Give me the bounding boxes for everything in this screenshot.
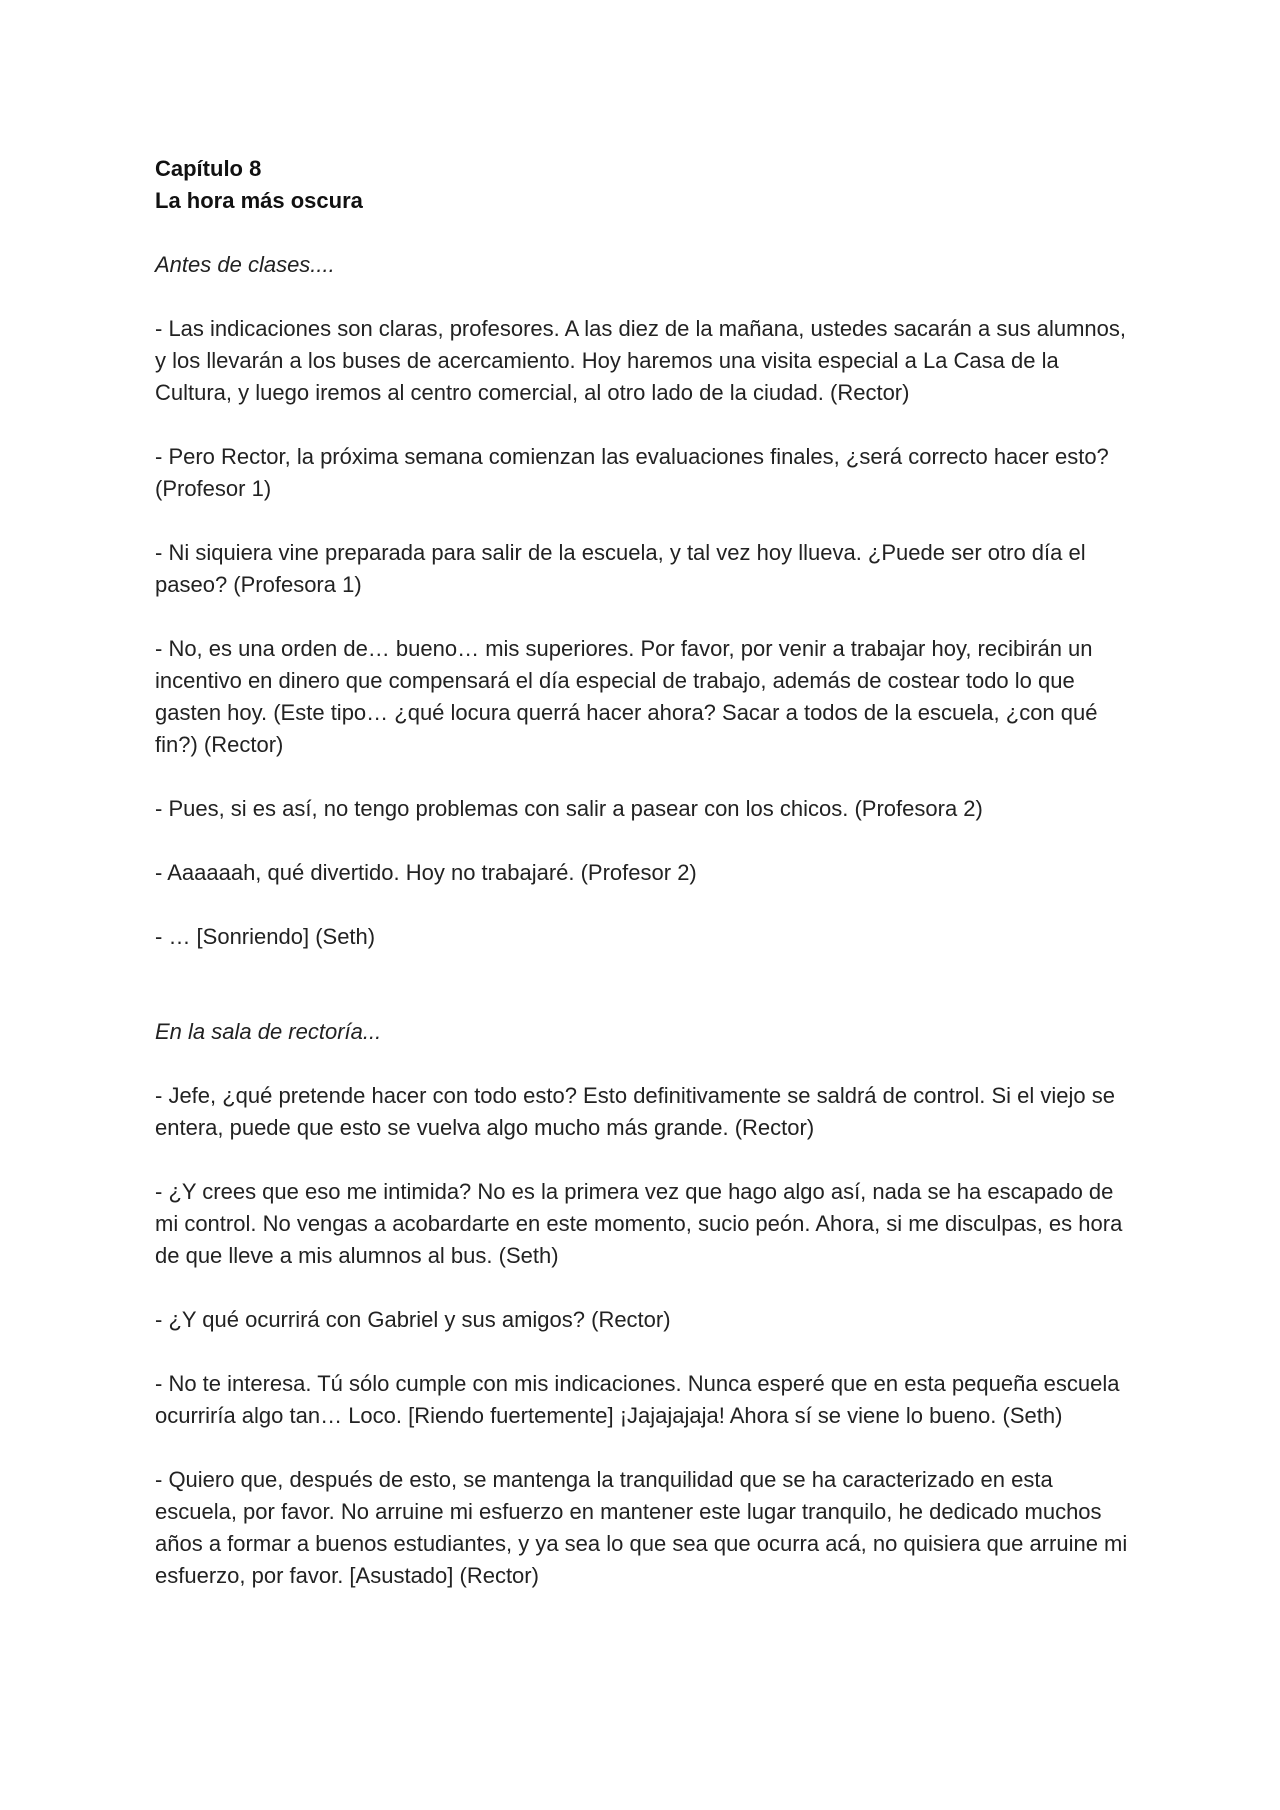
- spacer: [155, 281, 1130, 313]
- spacer: [155, 505, 1130, 537]
- spacer: [155, 1272, 1130, 1304]
- dialogue-paragraph: - Ni siquiera vine preparada para salir de la escuela, y tal vez hoy llueva. ¿Puede ser otro día el paseo? (Profesora 1): [155, 540, 1086, 597]
- spacer: [155, 1144, 1130, 1176]
- dialogue-paragraph: - Aaaaaah, qué divertido. Hoy no trabajaré. (Profesor 2): [155, 860, 697, 885]
- scene-heading: En la sala de rectoría...: [155, 1019, 382, 1044]
- spacer: [155, 953, 1130, 1016]
- scene-heading: Antes de clases....: [155, 252, 335, 277]
- spacer: [155, 1336, 1130, 1368]
- dialogue-paragraph: - ¿Y crees que eso me intimida? No es la primera vez que hago algo así, nada se ha escapado de mi control. No vengas a acobardarte en este momento, sucio peón. Ahora, si me disculpas, es hora de que lleve a mis alumnos al bus. (Seth): [155, 1179, 1123, 1268]
- dialogue-paragraph: - No, es una orden de… bueno… mis superiores. Por favor, por venir a trabajar hoy, recibirán un incentivo en dinero que compensará el día especial de trabajo, además de costear todo lo que gasten hoy. (Este tipo… ¿qué locura querrá hacer ahora? Sacar a todos de la escuela, ¿con qué fin?) (Rector): [155, 636, 1098, 757]
- spacer: [155, 601, 1130, 633]
- spacer: [155, 825, 1130, 857]
- spacer: [155, 889, 1130, 921]
- dialogue-paragraph: - Pues, si es así, no tengo problemas con salir a pasear con los chicos. (Profesora 2): [155, 796, 983, 821]
- dialogue-paragraph: - No te interesa. Tú sólo cumple con mis indicaciones. Nunca esperé que en esta pequeña escuela ocurriría algo tan… Loco. [Riendo fuertemente] ¡Jajajajaja! Ahora sí se viene lo bueno. (Seth): [155, 1371, 1120, 1428]
- dialogue-paragraph: - Pero Rector, la próxima semana comienzan las evaluaciones finales, ¿será correcto hacer esto? (Profesor 1): [155, 444, 1109, 501]
- spacer: [155, 217, 1130, 249]
- dialogue-paragraph: - Las indicaciones son claras, profesores. A las diez de la mañana, ustedes sacarán a sus alumnos, y los llevarán a los buses de acercamiento. Hoy haremos una visita especial a La Casa de la Cultura, y luego iremos al centro comercial, al otro lado de la ciudad. (Rector): [155, 316, 1126, 405]
- spacer: [155, 761, 1130, 793]
- document-body: [155, 153, 1130, 1592]
- dialogue-paragraph: - ¿Y qué ocurrirá con Gabriel y sus amigos? (Rector): [155, 1307, 671, 1332]
- spacer: [155, 409, 1130, 441]
- spacer: [155, 1048, 1130, 1080]
- chapter-number: Capítulo 8: [155, 156, 262, 181]
- dialogue-paragraph: - … [Sonriendo] (Seth): [155, 924, 376, 949]
- dialogue-paragraph: - Jefe, ¿qué pretende hacer con todo esto? Esto definitivamente se saldrá de control. Si el viejo se entera, puede que esto se vuelva algo mucho más grande. (Rector): [155, 1083, 1115, 1140]
- chapter-title: La hora más oscura: [155, 188, 363, 213]
- spacer: [155, 1432, 1130, 1464]
- dialogue-paragraph: - Quiero que, después de esto, se mantenga la tranquilidad que se ha caracterizado en esta escuela, por favor. No arruine mi esfuerzo en mantener este lugar tranquilo, he dedicado muchos años a formar a buenos estudiantes, y ya sea lo que sea que ocurra acá, no quisiera que arruine mi esfuerzo, por favor. [Asustado] (Rector): [155, 1467, 1128, 1588]
